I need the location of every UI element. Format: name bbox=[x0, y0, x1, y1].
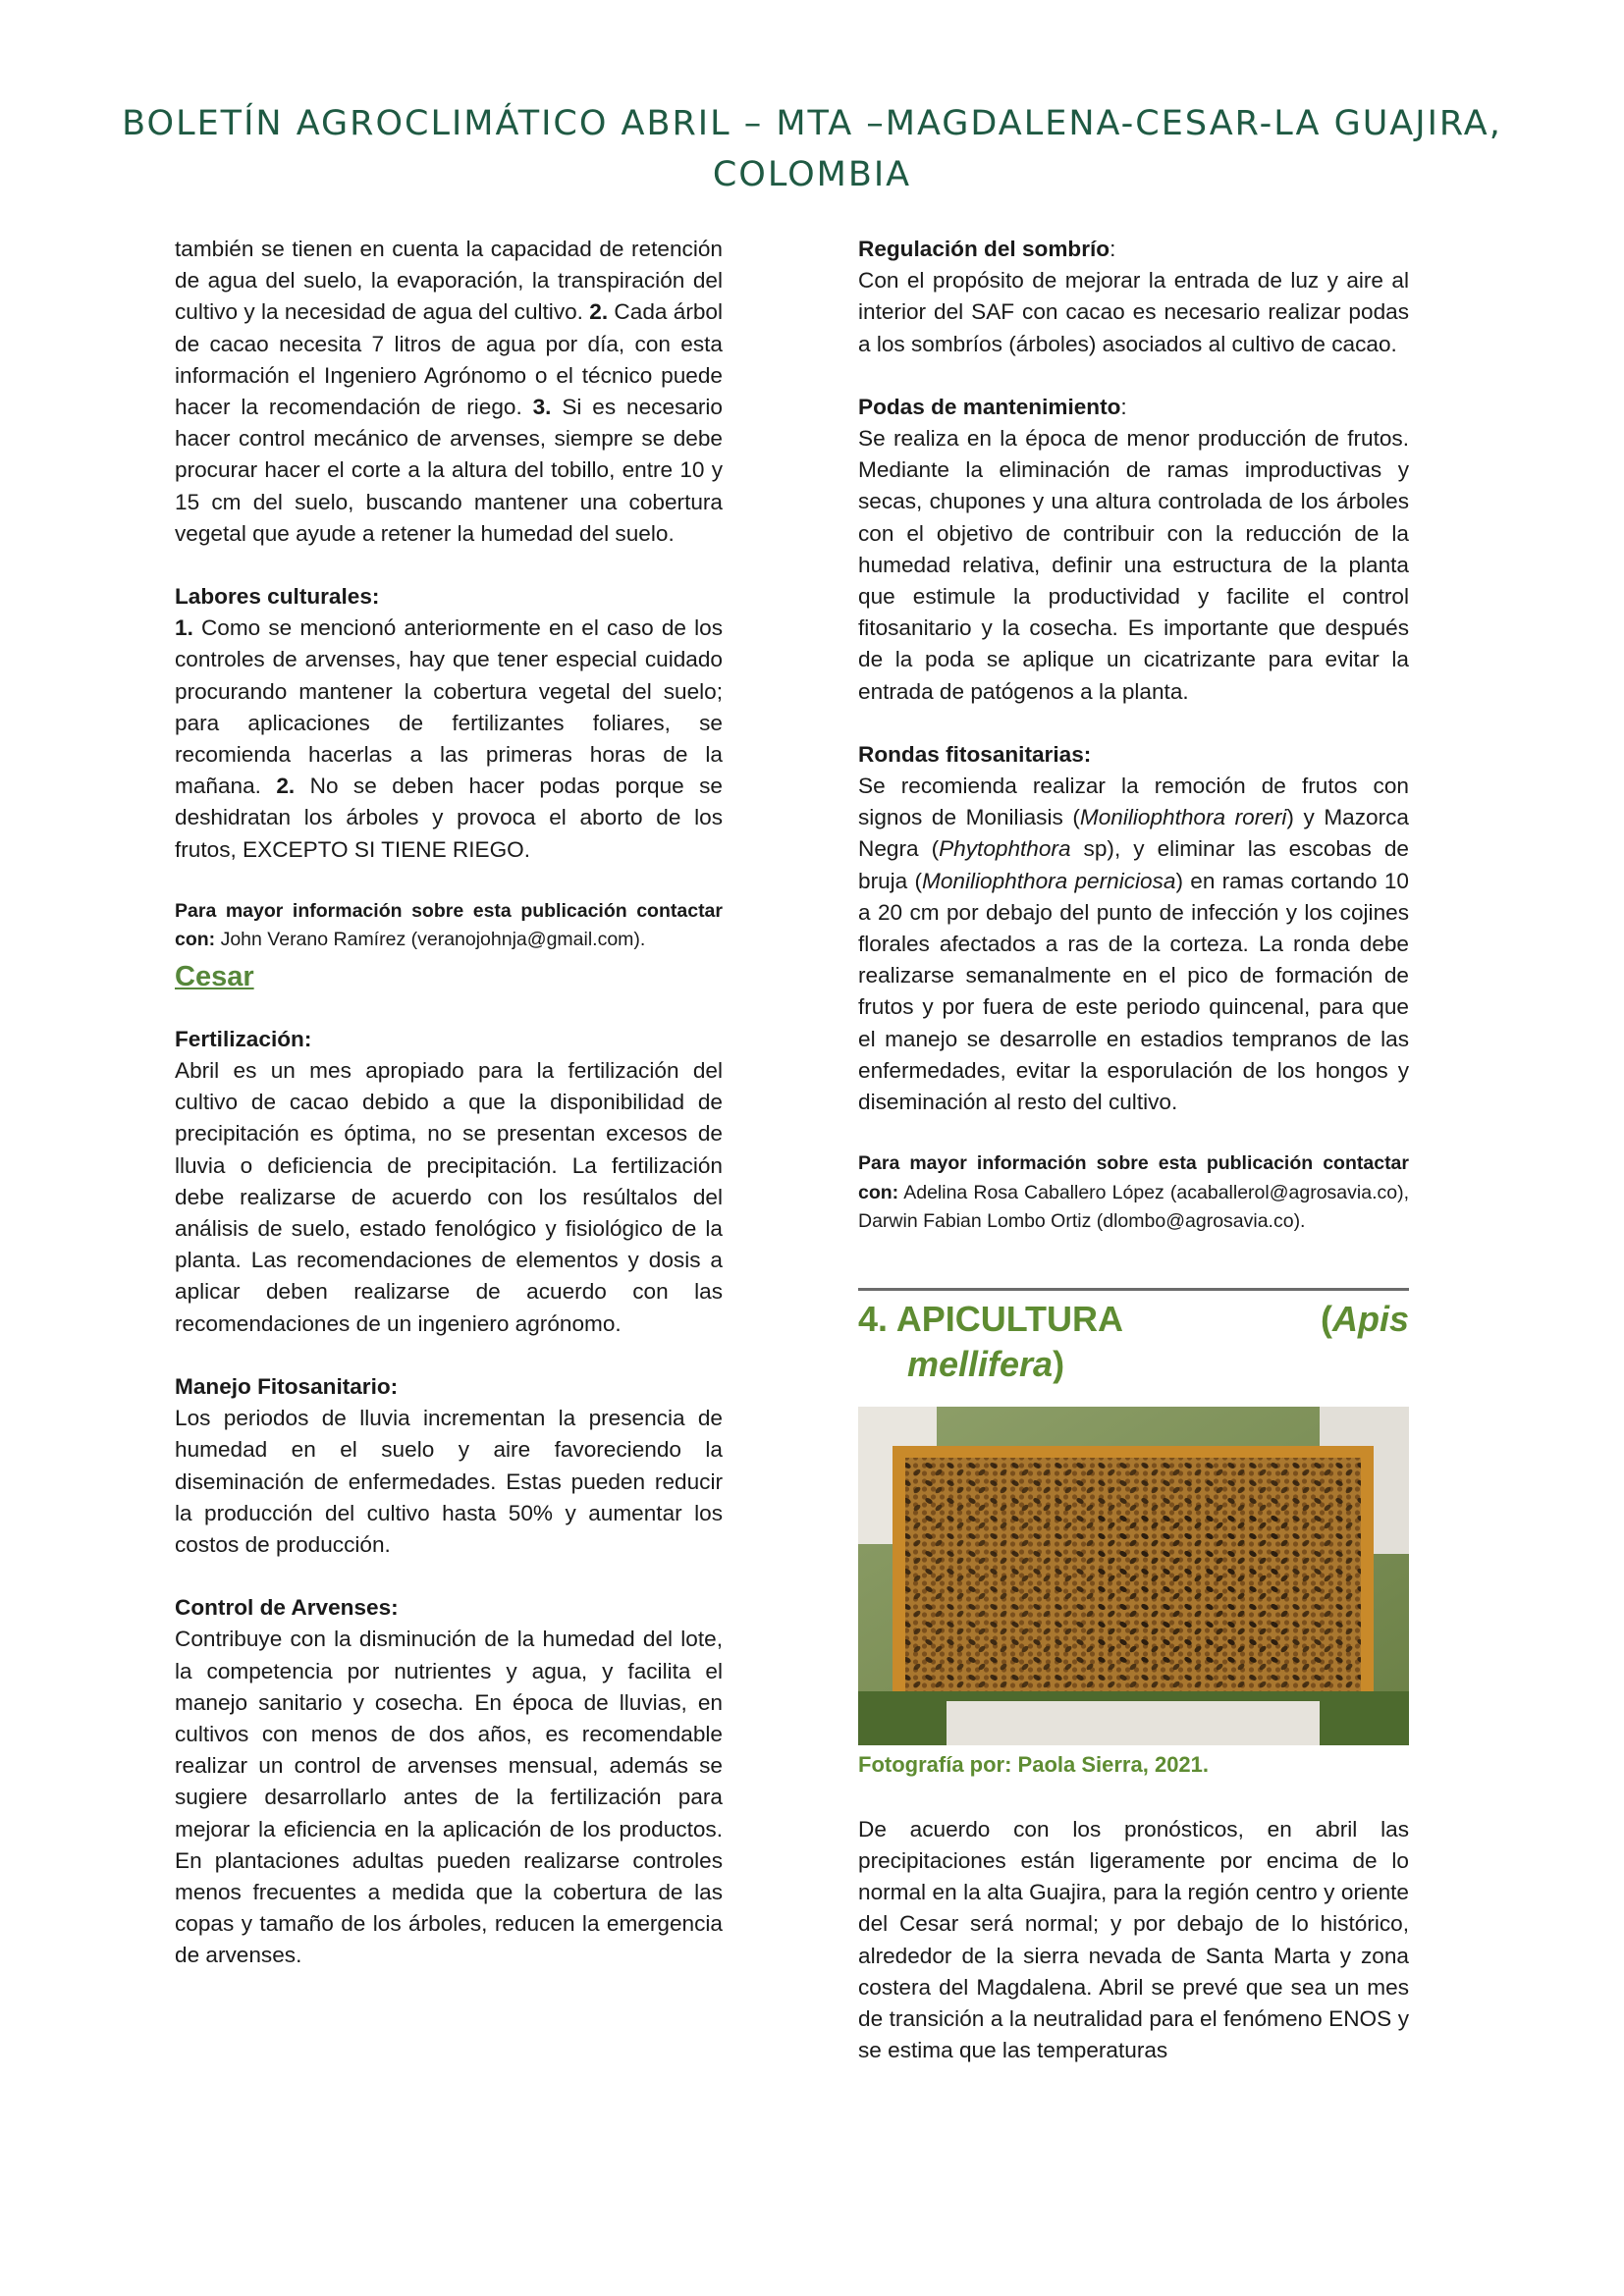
regulacion-title: Regulación del sombrío: bbox=[858, 237, 1116, 261]
honeycomb-photo bbox=[858, 1407, 1409, 1745]
intro-paragraph: también se tienen en cuenta la capacidad de retención de agua del suelo, la evaporación, la transpiración del cultivo y la necesidad de agua del cultivo. 2. Cada árbol de cacao necesita 7 litros de agua por día, con esta información el Ingeniero Agrónomo o el técnico puede hacer la recomendación de riego. 3. Si es necesario hacer control mecánico de arvenses, siempre se debe procurar hacer el corte a la altura del tobillo, entre 10 y 15 cm del suelo, buscando mantener una cobertura vegetal que ayude a retener la humedad del suelo. bbox=[175, 237, 723, 546]
control-text: Contribuye con la disminución de la humedad del lote, la competencia por nutrientes y agua, y facilita el manejo sanitario y cosecha. En época de lluvias, en cultivos con menos de dos años, es recomendable realizar un control de arvenses mensual, además se sugiere desarrollarlo antes de la fertilización para mejorar la eficiencia en la aplicación de los productos. En plantaciones adultas pueden realizarse controles menos frecuentes a medida que la cobertura de las copas y tamaño de los árboles, reducen la emergencia de arvenses. bbox=[175, 1627, 723, 1968]
labores-section bbox=[175, 581, 723, 866]
section-divider bbox=[858, 1288, 1409, 1291]
rondas-title: Rondas fitosanitarias: bbox=[858, 741, 1092, 767]
photo-caption: Fotografía por: Paola Sierra, 2021. bbox=[858, 1751, 1210, 1777]
manejo-section bbox=[175, 1371, 723, 1561]
contact-right: Para mayor información sobre esta publicación contactar con: Adelina Rosa Caballero López (acaballerol@agrosavia.co), Darwin Fabian Lombo Ortiz (dlombo@agrosavia.co). bbox=[858, 1152, 1409, 1233]
page-header bbox=[0, 98, 1624, 200]
fertilizacion-text: Abril es un mes apropiado para la fertilización del cultivo de cacao debido a que la disponibilidad de precipitación es óptima, no se presentan excesos de lluvia o deficiencia de precipitación. La fertilización debe realizarse de acuerdo con los resúltalos del análisis de suelo, estado fenológico y fisiológico de la planta. Las recomendaciones de elementos y dosis a aplicar deben realizarse de acuerdo con las recomendaciones de un ingeniero agrónomo. bbox=[175, 1058, 723, 1336]
region-heading-cesar: Cesar bbox=[175, 960, 254, 992]
rondas-text: Se recomienda realizar la remoción de frutos con signos de Moniliasis (Moniliophthora roreri) y Mazorca Negra (Phytophthora sp), y eliminar las escobas de bruja (Moniliophthora perniciosa) en ramas cortando 10 a 20 cm por debajo del punto de infección y los cojines florales afectados a ras de la corteza. La ronda debe realizarse semanalmente en el pico de formación de frutos y por fuera de este periodo quincenal, para que el manejo se desarrolle en estadios tempranos de las enfermedades, evitar la esporulación de los hongos y diseminación al resto del cultivo. bbox=[858, 774, 1409, 1115]
fertilizacion-title: Fertilización: bbox=[175, 1026, 312, 1051]
podas-section bbox=[858, 392, 1409, 708]
closing-paragraph: De acuerdo con los pronósticos, en abril las precipitaciones están ligeramente por encima de lo normal en la alta Guajira, para la región centro y oriente del Cesar será normal; y por debajo de lo histórico, alrededor de la sierra nevada de Santa Marta y zona costera del Magdalena. Abril se prevé que sea un mes de transición a la neutralidad para el fenómeno ENOS y se estima que las temperaturas bbox=[858, 1816, 1409, 2063]
podas-text: Se realiza en la época de menor producción de frutos. Mediante la eliminación de ramas improductivas y secas, chupones y una altura controlada de los árboles con el objetivo de contribuir con la reducción de la humedad relativa, definir una estructura de la planta que estimule la productividad y facilite el control fitosanitario y la cosecha. Es importante que después de la poda se aplique un cicatrizante para evitar la entrada de patógenos a la planta. bbox=[858, 426, 1409, 704]
podas-title: Podas de mantenimiento: bbox=[858, 394, 1127, 419]
regulacion-section bbox=[858, 234, 1409, 360]
labores-text: 1. Como se mencionó anteriormente en el caso de los controles de arvenses, hay que tener especial cuidado procurando mantener la cobertura vegetal del suelo; para aplicaciones de fertilizantes foliares, se recomienda hacerlas a las primeras horas de la mañana. 2. No se deben hacer podas porque se deshidratan los árboles y provoca el aborto de los frutos, EXCEPTO SI TIENE RIEGO. bbox=[175, 615, 723, 862]
header-line-1: BOLETÍN AGROCLIMÁTICO ABRIL – MTA –MAGDALENA-CESAR-LA GUAJIRA, bbox=[122, 104, 1502, 143]
contact-left: Para mayor información sobre esta publicación contactar con: John Verano Ramírez (veranojohnja@gmail.com). bbox=[175, 899, 723, 951]
left-column bbox=[175, 234, 723, 2003]
control-section bbox=[175, 1592, 723, 1971]
right-column bbox=[858, 234, 1409, 2066]
control-title: Control de Arvenses: bbox=[175, 1595, 399, 1621]
regulacion-text: Con el propósito de mejorar la entrada de luz y aire al interior del SAF con cacao es necesario realizar podas a los sombríos (árboles) asociados al cultivo de cacao. bbox=[858, 268, 1409, 356]
manejo-text: Los periodos de lluvia incrementan la presencia de humedad en el suelo y aire favoreciendo la diseminación de enfermedades. Estas pueden reducir la producción del cultivo hasta 50% y aumentar los costos de producción. bbox=[175, 1406, 723, 1557]
fertilizacion-section bbox=[175, 1024, 723, 1340]
manejo-title: Manejo Fitosanitario: bbox=[175, 1373, 399, 1399]
header-line-2: COLOMBIA bbox=[712, 155, 912, 194]
rondas-section bbox=[858, 739, 1409, 1118]
section-title-apicultura: 4. APICULTURA (Apis mellifera) bbox=[858, 1298, 1409, 1384]
labores-title: Labores culturales: bbox=[175, 584, 380, 610]
